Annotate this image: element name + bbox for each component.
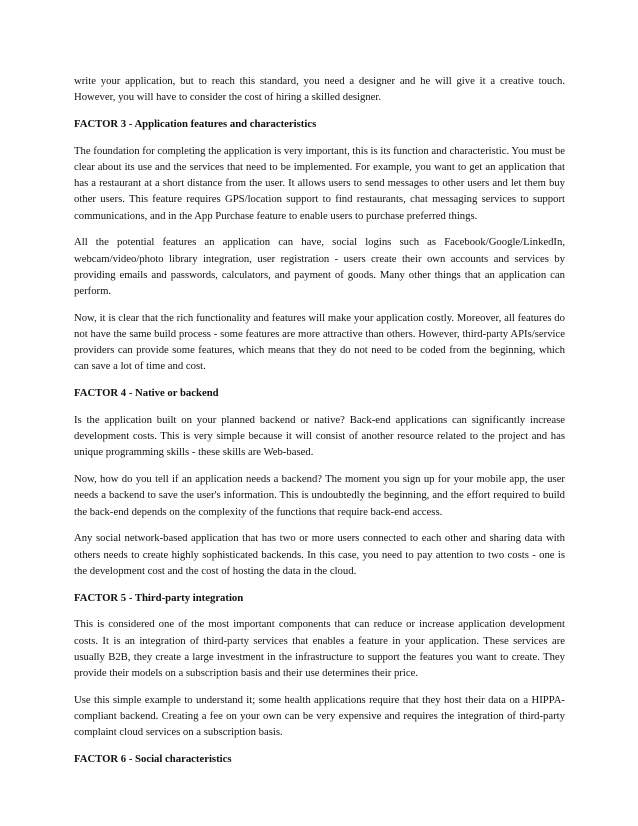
factor-4-paragraph-3: Any social network-based application that has two or more users connected to each other and sharing data with others needs to create highly sophisticated backends. In this case, you need to pay attention to two costs - one is the development cost and the cost of hosting the data in the cloud. <box>74 532 565 577</box>
factor-4-heading: FACTOR 4 - Native or backend <box>74 387 219 400</box>
factor-4-paragraph-1: Is the application built on your planned backend or native? Back-end applications can significantly increase development costs. This is very simple because it will consist of another resource related to the project and has unique programming skills - these skills are Web-based. <box>74 414 565 459</box>
factor-5-paragraph-2: Use this simple example to understand it; some health applications require that they host their data on a HIPPA-compliant backend. Creating a fee on your own can be very expensive and requires the integration of third-party complaint cloud services on a subscription basis. <box>74 693 565 739</box>
factor-5-heading: FACTOR 5 - Third-party integration <box>74 591 244 604</box>
factor-3-paragraph-2: All the potential features an application can have, social logins such as Facebook/Google/LinkedIn, webcam/video/photo library integration, user registration - users create their own accounts and services by providing emails and passwords, calculators, and payment of goods. Many other things that an application can perform. <box>74 236 565 298</box>
intro-paragraph: write your application, but to reach this standard, you need a designer and he will give it a creative touch. However, you will have to consider the cost of hiring a skilled designer. <box>74 75 565 104</box>
factor-3-heading: FACTOR 3 - Application features and characteristics <box>74 118 317 130</box>
factor-5-paragraph-1: This is considered one of the most important components that can reduce or increase application development costs. It is an integration of third-party services that enables a feature in your application. These services are usually B2B, they create a large investment in the infrastructure to support the features you want to create. They provide their models on a subscription basis and their use determines their price. <box>74 618 565 680</box>
factor-4-paragraph-2: Now, how do you tell if an application needs a backend? The moment you sign up for your mobile app, the user needs a backend to save the user's information. This is undoubtedly the beginning, and the effort required to build the back-end depends on the complexity of the functions that require back-end access. <box>74 473 565 518</box>
factor-6-heading: FACTOR 6 - Social characteristics <box>74 753 232 766</box>
factor-3-paragraph-1: The foundation for completing the application is very important, this is its function and characteristic. You must be clear about its use and the services that need to be implemented. For example, you want to get an application that has a restaurant at a short distance from the user. It allows users to send messages to other users and let them buy other users. This feature requires GPS/location support to find restaurants, chat messaging services to support communications, and in the App Purchase feature to enable users to purchase preferred things. <box>74 144 565 222</box>
document-page <box>74 73 565 778</box>
factor-3-paragraph-3: Now, it is clear that the rich functionality and features will make your application costly. Moreover, all features do not have the same build process - some features are more attractive than others. However, third-party APIs/service providers can provide some features, which means that they do not need to be coded from the beginning, which can save a lot of time and cost. <box>74 311 565 373</box>
